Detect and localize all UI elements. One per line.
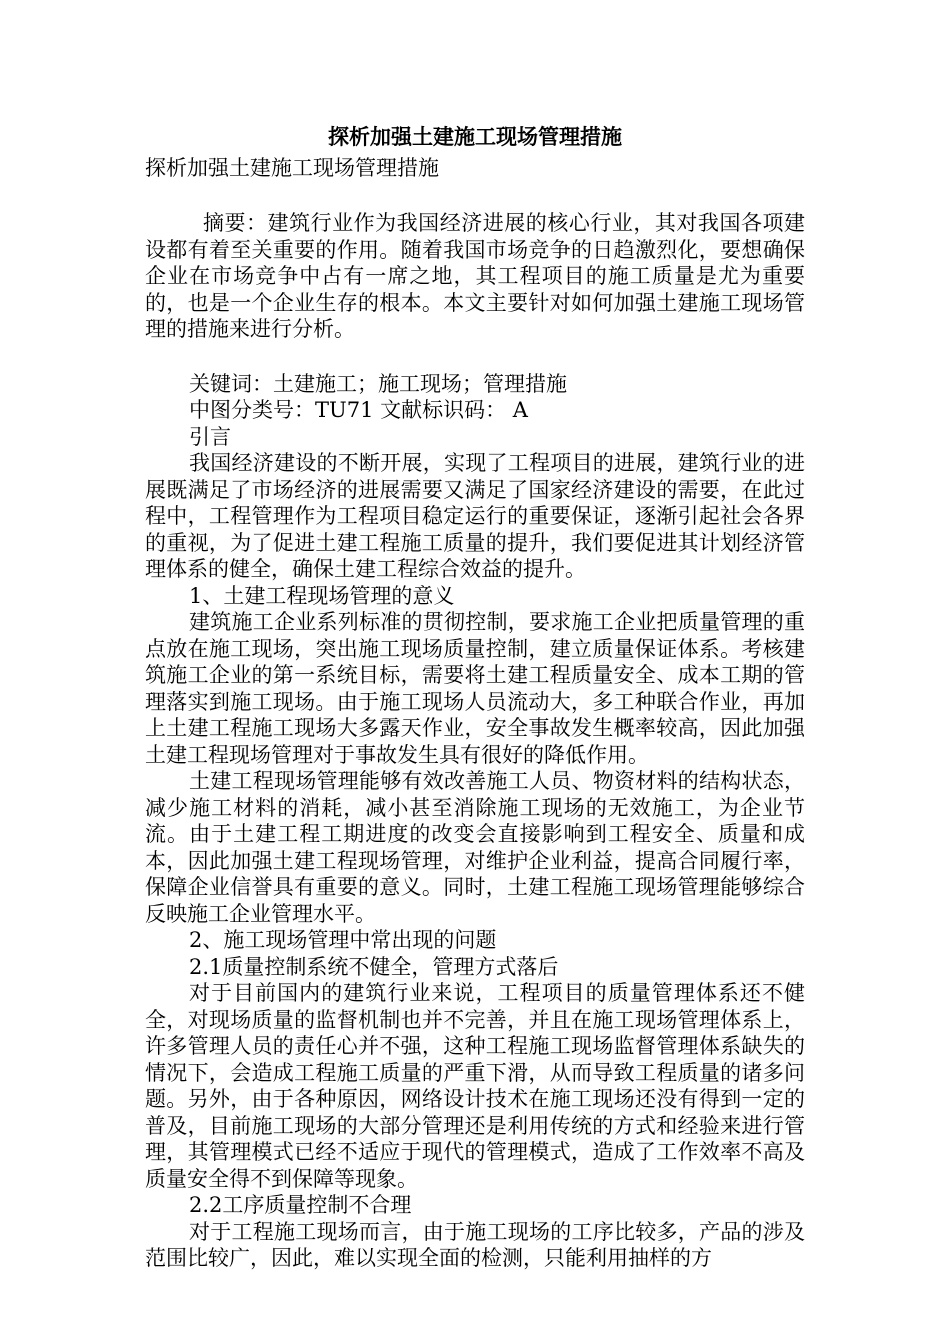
- section-2-heading: 2、施工现场管理中常出现的问题: [189, 928, 497, 952]
- section-2-1-heading: 2.1质量控制系统不健全，管理方式落后: [189, 954, 559, 979]
- intro-heading: 引言: [189, 424, 231, 449]
- document-subtitle: 探析加强土建施工现场管理措施: [145, 156, 439, 180]
- document-title: 探析加强土建施工现场管理措施: [328, 124, 622, 149]
- keywords-line: 关键词：土建施工；施工现场；管理措施: [189, 371, 567, 396]
- section-1-paragraph-2: 土建工程现场管理能够有效改善施工人员、物资材料的结构状态，减少施工材料的消耗，减小甚至消除施工现场的无效施工，为企业节流。由于土建工程工期进度的改变会直接影响到工程安全、质量和成本，因此加强土建工程现场管理，对维护企业利益，提高合同履行率，保障企业信誉具有重要的意义。同时，土建工程施工现场管理能够综合反映施工企业管理水平。: [145, 769, 805, 926]
- abstract-paragraph: 摘要：建筑行业作为我国经济进展的核心行业，其对我国各项建设都有着至关重要的作用。随着我国市场竞争的日趋激烈化，要想确保企业在市场竞争中占有一席之地，其工程项目的施工质量是尤为重要的，也是一个企业生存的根本。本文主要针对如何加强土建施工现场管理的措施来进行分析。: [145, 211, 805, 341]
- section-2-1-paragraph: 对于目前国内的建筑行业来说，工程项目的质量管理体系还不健全，对现场质量的监督机制也并不完善，并且在施工现场管理体系上，许多管理人员的责任心并不强，这种工程施工现场监督管理体系缺失的情况下，会造成工程施工质量的严重下滑，从而导致工程质量的诸多问题。另外，由于各种原因，网络设计技术在施工现场还没有得到一定的普及，目前施工现场的大部分管理还是利用传统的方式和经验来进行管理，其管理模式已经不适应于现代的管理模式，造成了工作效率不高及质量安全得不到保障等现象。: [145, 981, 805, 1191]
- section-2-2-heading: 2.2工序质量控制不合理: [189, 1193, 412, 1217]
- classification-line: 中图分类号：TU71 文献标识码： A: [189, 398, 528, 422]
- blank-line: [145, 343, 805, 371]
- section-2-2-paragraph: 对于工程施工现场而言，由于施工现场的工序比较多，产品的涉及范围比较广，因此，难以实现全面的检测，只能利用抽样的方: [145, 1219, 805, 1270]
- section-1-paragraph-1: 建筑施工企业系列标准的贯彻控制，要求施工企业把质量管理的重点放在施工现场，突出施工现场质量控制，建立质量保证体系。考核建筑施工企业的第一系统目标，需要将土建工程质量安全、成本工期的管理落实到施工现场。由于施工现场人员流动大，多工种联合作业，再加上土建工程施工现场大多露天作业，安全事故发生概率较高，因此加强土建工程现场管理对于事故发生具有很好的降低作用。: [145, 610, 805, 767]
- section-1-heading: 1、土建工程现场管理的意义: [189, 583, 455, 608]
- intro-paragraph: 我国经济建设的不断开展，实现了工程项目的进展，建筑行业的进展既满足了市场经济的进展需要又满足了国家经济建设的需要，在此过程中，工程管理作为工程项目稳定运行的重要保证，逐渐引起社会各界的重视，为了促进土建工程施工质量的提升，我们要促进其计划经济管理体系的健全，确保土建工程综合效益的提升。: [145, 451, 805, 581]
- document-page: [145, 120, 805, 1272]
- blank-line: [145, 182, 805, 210]
